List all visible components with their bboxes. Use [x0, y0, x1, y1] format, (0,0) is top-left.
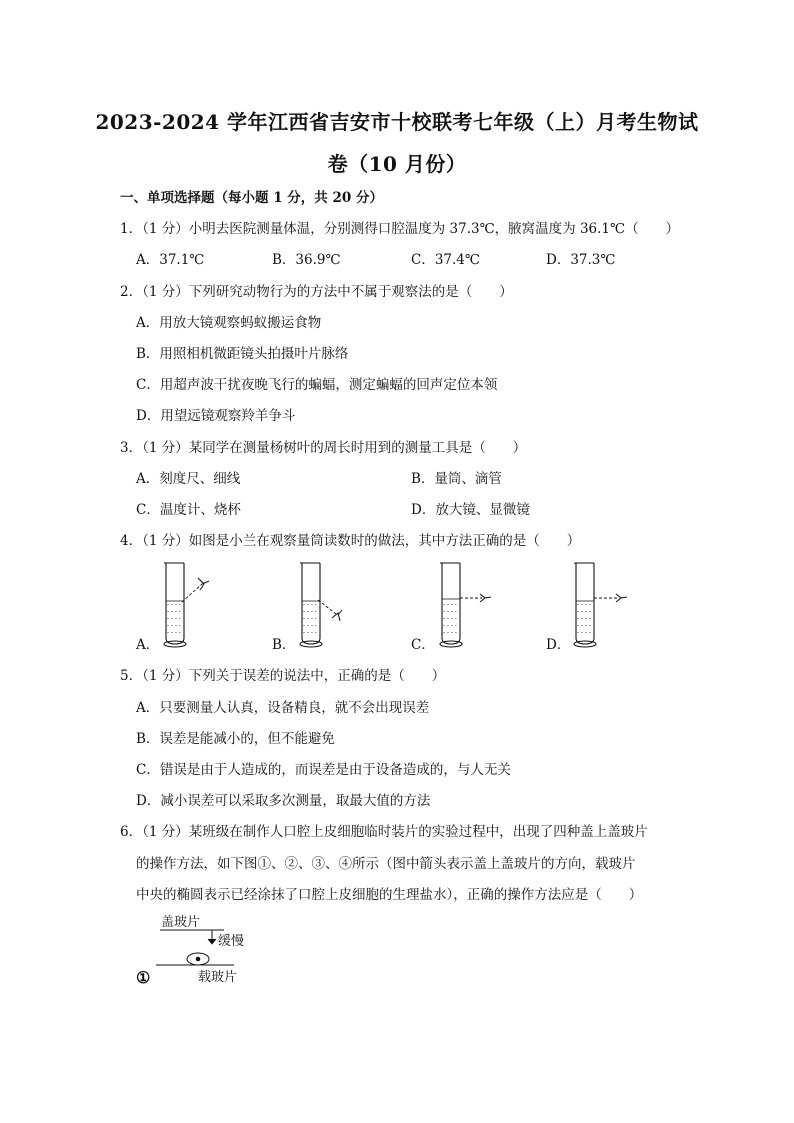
q5-stem: 5．（1 分）下列关于误差的说法中，正确的是（ ） [120, 668, 446, 684]
svg-text:- - - -: - - - - [443, 622, 457, 629]
q5-option-b: B．误差是能减小的，但不能避免 [136, 731, 335, 747]
svg-text:- - - -: - - - - [577, 615, 591, 622]
fig-label-slide: 载玻片 [198, 970, 238, 985]
fig-number: ① [136, 968, 151, 987]
q6-stem-line1: 6．（1 分）某班级在制作人口腔上皮细胞临时装片的实验过程中，出现了四种盖上盖玻片 [120, 824, 648, 840]
svg-text:- - - -: - - - - [577, 601, 591, 608]
q5-option-a: A．只要测量人认真，设备精良，就不会出现误差 [136, 700, 430, 716]
svg-text:- - - -: - - - - [443, 629, 457, 636]
q5-option-c: C．错误是由于人造成的，而误差是由于设备造成的，与人无关 [136, 762, 511, 778]
svg-text:- - - -: - - - - [303, 622, 317, 629]
svg-text:- - - -: - - - - [303, 601, 317, 608]
svg-text:- - - -: - - - - [303, 629, 317, 636]
q6-stem-line2: 的操作方法，如下图①、②、③、④所示（图中箭头表示盖上盖玻片的方向，载玻片 [136, 856, 636, 872]
q1-option-a: A．37.1℃ [136, 252, 205, 268]
svg-text:- - - -: - - - - [167, 608, 181, 615]
cylinder-figure-c [436, 560, 506, 652]
svg-text:- - - -: - - - - [167, 629, 181, 636]
q5-option-d: D．减小误差可以采取多次测量，取最大值的方法 [136, 793, 431, 809]
svg-text:- - - -: - - - - [303, 615, 317, 622]
q2-option-d: D．用望远镜观察羚羊争斗 [136, 408, 296, 424]
coverslip-figure [150, 925, 250, 970]
q3-stem: 3．（1 分）某同学在测量杨树叶的周长时用到的测量工具是（ ） [120, 440, 527, 456]
q1-stem: 1．（1 分）小明去医院测量体温，分别测得口腔温度为 37.3℃，腋窝温度为 36.1℃（ ） [120, 221, 680, 237]
q4-option-b: B． [272, 637, 296, 653]
fig-label-cover-slip: 盖玻片 [161, 915, 201, 930]
q4-option-c: C． [411, 637, 435, 653]
cylinder-figure-d [570, 560, 640, 652]
q4-option-a: A． [136, 637, 160, 653]
svg-text:- - - -: - - - - [577, 608, 591, 615]
cylinder-figure-b [296, 560, 366, 652]
fig-label-slowly: 缓慢 [218, 934, 245, 949]
svg-text:- - - -: - - - - [167, 622, 181, 629]
svg-text:- - - -: - - - - [167, 615, 181, 622]
q3-option-a: A．刻度尺、细线 [136, 471, 241, 487]
q1-option-b: B．36.9℃ [272, 252, 341, 268]
q1-option-c: C．37.4℃ [411, 252, 480, 268]
svg-text:- - - -: - - - - [167, 601, 181, 608]
svg-text:- - - -: - - - - [443, 601, 457, 608]
q2-option-a: A．用放大镜观察蚂蚁搬运食物 [136, 315, 322, 331]
svg-text:- - - -: - - - - [577, 622, 591, 629]
svg-text:- - - -: - - - - [443, 615, 457, 622]
q4-option-d: D． [546, 637, 571, 653]
q6-stem-line3: 中央的椭圆表示已经涂抹了口腔上皮细胞的生理盐水），正确的操作方法应是（ ） [136, 887, 643, 903]
q4-stem: 4．（1 分）如图是小兰在观察量筒读数时的做法，其中方法正确的是（ ） [120, 533, 581, 549]
page-title-line2: 卷（10 月份） [327, 152, 467, 176]
svg-text:- - - -: - - - - [303, 608, 317, 615]
section-heading: 一、单项选择题（每小题 1 分，共 20 分） [120, 190, 383, 206]
svg-text:- - - -: - - - - [577, 629, 591, 636]
q3-option-c: C．温度计、烧杯 [136, 502, 241, 518]
q2-option-b: B．用照相机微距镜头拍摄叶片脉络 [136, 346, 349, 362]
q2-stem: 2．（1 分）下列研究动物行为的方法中不属于观察法的是（ ） [120, 284, 513, 300]
cylinder-figure-a [160, 560, 230, 652]
svg-text:- - - -: - - - - [443, 608, 457, 615]
page-title-line1: 2023-2024 学年江西省吉安市十校联考七年级（上）月考生物试 [95, 110, 699, 134]
q3-option-d: D．放大镜、显微镜 [411, 502, 530, 518]
q3-option-b: B．量筒、滴管 [411, 471, 502, 487]
q1-option-d: D．37.3℃ [546, 252, 616, 268]
q2-option-c: C．用超声波干扰夜晚飞行的蝙蝠，测定蝙蝠的回声定位本领 [136, 377, 498, 393]
